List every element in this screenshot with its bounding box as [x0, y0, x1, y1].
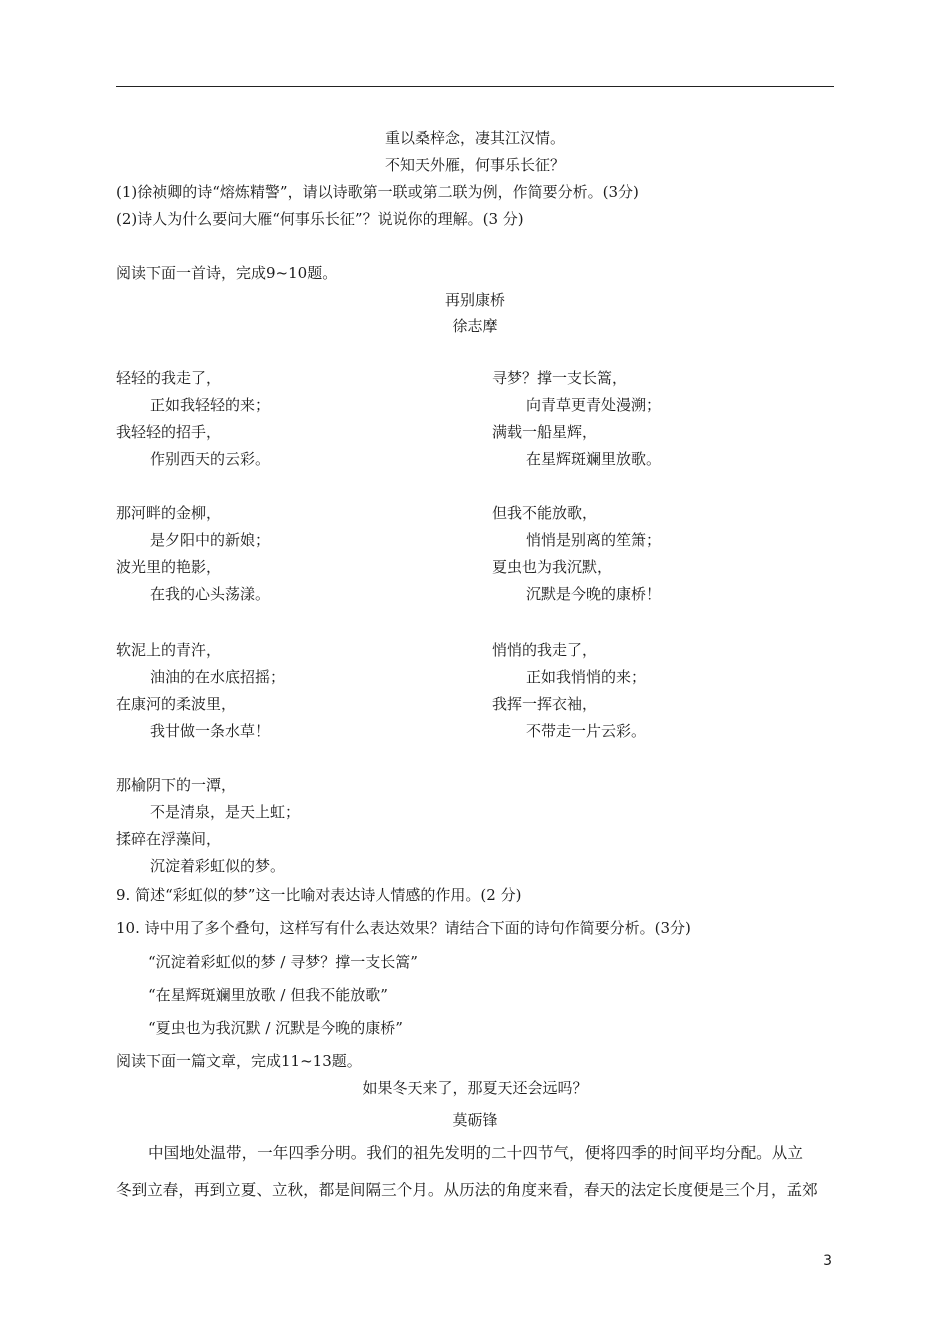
- poem1-line-1: 重以桑梓念，凄其江汉情。: [384, 129, 565, 147]
- poem-right-line: 夏虫也为我沉默，: [492, 558, 613, 576]
- poem-left-line: 我甘做一条水草！: [150, 722, 271, 740]
- intro-11-13: 阅读下面一篇文章，完成11~13题。: [116, 1052, 362, 1070]
- question-2: (2)诗人为什么要问大雁“何事乐长征”？说说你的理解。(3 分): [116, 210, 524, 228]
- poem-right-line: 满载一船星辉，: [492, 423, 598, 441]
- poem-left-line: 轻轻的我走了，: [116, 369, 222, 387]
- article-title: 如果冬天来了，那夏天还会远吗？: [362, 1079, 588, 1097]
- poem-title: 再别康桥: [444, 291, 505, 309]
- poem-left-line: 在我的心头荡漾。: [150, 585, 271, 603]
- poem-left-line: 在康河的柔波里，: [116, 695, 237, 713]
- poem-left-line: 波光里的艳影，: [116, 558, 222, 576]
- question-10-quote: “夏虫也为我沉默 / 沉默是今晚的康桥”: [148, 1019, 403, 1037]
- poem-left-line: 软泥上的青汻，: [116, 641, 222, 659]
- poem-left-line: 那榆阴下的一潭，: [116, 776, 237, 794]
- page-number: 3: [823, 1253, 832, 1269]
- question-10: 10. 诗中用了多个叠句，这样写有什么表达效果？请结合下面的诗句作简要分析。(3分): [116, 919, 691, 937]
- article-line: 中国地处温带，一年四季分明。我们的祖先发明的二十四节气，便将四季的时间平均分配。从立: [148, 1144, 803, 1162]
- poem-right-line: 但我不能放歌，: [492, 504, 598, 522]
- poem1-line-2: 不知天外雁，何事乐长征？: [384, 156, 565, 174]
- poem-left-line: 不是清泉，是天上虹；: [150, 803, 301, 821]
- article-author: 莫砺锋: [452, 1111, 498, 1129]
- poem-right-line: 向青草更青处漫溯；: [526, 396, 662, 414]
- poem-left-line: 作别西天的云彩。: [150, 450, 271, 468]
- question-10-quote: “沉淀着彩虹似的梦 / 寻梦？撑一支长篙”: [148, 953, 418, 971]
- poem-left-line: 我轻轻的招手，: [116, 423, 222, 441]
- poem-right-line: 寻梦？撑一支长篙，: [492, 369, 628, 387]
- header-rule: [116, 86, 834, 87]
- poem-left-line: 是夕阳中的新娘；: [150, 531, 271, 549]
- question-10-quote: “在星辉斑斓里放歌 / 但我不能放歌”: [148, 986, 388, 1004]
- poem-right-line: 我挥一挥衣袖，: [492, 695, 598, 713]
- poem-right-line: 正如我悄悄的来；: [526, 668, 647, 686]
- poem-left-line: 沉淀着彩虹似的梦。: [150, 857, 286, 875]
- poem-author: 徐志摩: [452, 317, 498, 335]
- poem-left-line: 油油的在水底招摇；: [150, 668, 286, 686]
- poem-right-line: 不带走一片云彩。: [526, 722, 647, 740]
- poem-right-line: 沉默是今晚的康桥！: [526, 585, 662, 603]
- poem-right-line: 在星辉斑斓里放歌。: [526, 450, 662, 468]
- poem-left-line: 正如我轻轻的来；: [150, 396, 271, 414]
- poem-left-line: 揉碎在浮藻间，: [116, 830, 222, 848]
- poem-right-line: 悄悄是别离的笙箫；: [526, 531, 662, 549]
- article-line: 冬到立春，再到立夏、立秋，都是间隔三个月。从历法的角度来看，春天的法定长度便是三个月，孟郊: [116, 1181, 818, 1199]
- poem-right-line: 悄悄的我走了，: [492, 641, 598, 659]
- question-1: (1)徐祯卿的诗“熔炼精警”，请以诗歌第一联或第二联为例，作简要分析。(3分): [116, 183, 639, 201]
- poem-left-line: 那河畔的金柳，: [116, 504, 222, 522]
- intro-9-10: 阅读下面一首诗，完成9~10题。: [116, 264, 338, 282]
- question-9: 9. 简述“彩虹似的梦”这一比喻对表达诗人情感的作用。(2 分): [116, 886, 522, 904]
